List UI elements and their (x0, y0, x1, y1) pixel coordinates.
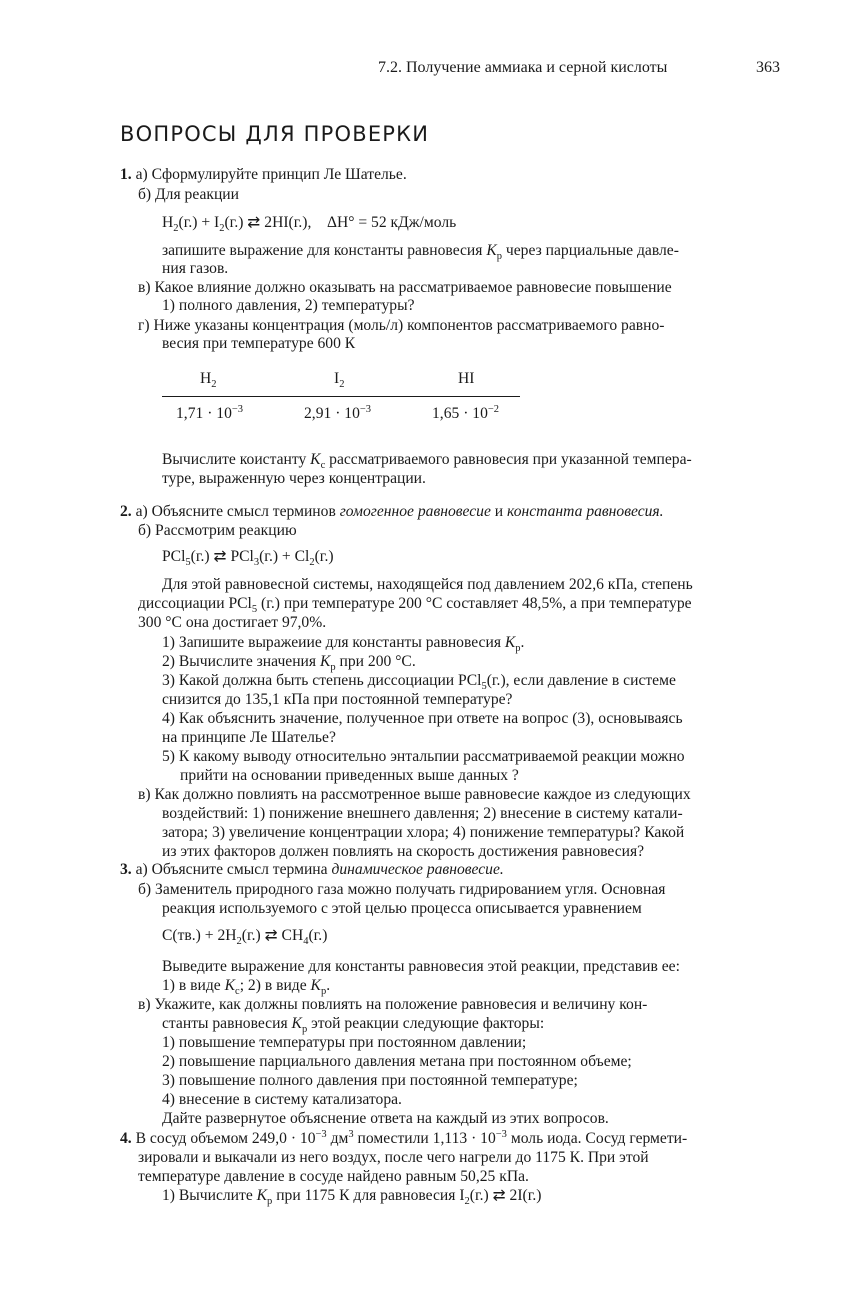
page-number: 363 (756, 59, 780, 76)
q2-p3: 300 °С она достигает 97,0%. (138, 614, 327, 631)
q1-b-cont1: запишите выражение для константы равновесия $K_p$ через парциальные давле- (162, 242, 679, 263)
q2-v2: воздействий: 1) понижение внешнего давлення; 2) внесение в систему катали- (162, 805, 683, 822)
q2-p1: Для этой равновесной системы, находящейся под давлением 202,6 кПа, степень (162, 576, 693, 593)
q3-f5: Дайте развернутое объяснение ответа на каждый из этих вопросов. (162, 1110, 609, 1127)
q2-s4a: 4) Как объяснить значение, полученное при ответе на вопрос (3), основываясь (162, 710, 683, 727)
q1-b (138, 185, 239, 204)
table-rule (162, 396, 520, 397)
q3-equation: $C(тв.) + 2H_2(г.)$ ⇄ $CH_4(г.)$ (162, 927, 328, 948)
q2-s3b: снизится до 135,1 кПа при постоянной температуре? (162, 691, 513, 708)
q2-v4: из этих факторов должен повлиять на скорость достижения равновесия? (162, 843, 645, 860)
q1-v2: 1) полного давления, 2) температуры? (162, 297, 415, 314)
text: Сформулируйте принцип Ле Шателье. (151, 166, 407, 183)
q4-l3: температуре давление в сосуде найдено равным 50,25 кПа. (138, 1168, 529, 1185)
q2-p2: диссоциации PCl$_5$ (г.) при температуре 200 °С составляет 48,5%, а при температуре (138, 595, 692, 616)
q2-a: 2. а) Объясните смысл терминов гомогенное равновесие и константа равновесия. (120, 503, 664, 520)
q2-s3a: 3) Какой должна быть степень диссоциации PCl$_5$(г.), если давление в системе (162, 672, 676, 693)
q2-s2: 2) Вычислите значения $K_p$ при 200 °С. (162, 653, 416, 674)
question-number: 1. (120, 166, 132, 183)
table-cell-h2: $1,71 \cdot 10^{-3}$ (176, 403, 244, 422)
table-cell-hi: $1,65 \cdot 10^{-2}$ (432, 403, 500, 422)
q3-b1: б) Заменитель природного газа можно получать гидрированием угля. Основная (138, 881, 666, 898)
q4-l4: 1) Вычислите $K_p$ при 1175 К для равновесия $I_2(г.)$ ⇄ 2I(г.) (162, 1187, 542, 1208)
q2-v1: в) Как должно повлиять на рассмотренное выше равновесие каждое из следующих (138, 786, 691, 803)
q1-v1: в) Какое влияние должно оказывать на рассматриваемое равновесие повышение (138, 279, 672, 296)
q1-calc1: Вычислите коистанту $K_c$ рассматриваемого равновесия при указанной темпера- (162, 451, 692, 472)
running-title: 7.2. Получение аммиака и серной кислоты (378, 59, 668, 76)
q3-f2: 2) повышение парциального давления метана при постоянном объеме; (162, 1053, 632, 1070)
q4-l2: зировали и выкачали из него воздух, после чего нагрели до 1175 К. При этой (138, 1149, 649, 1166)
q4-l1: 4. В сосуд объемом $249,0 \cdot 10^{-3}$ $дм^3$ поместили $1,113 \cdot 10^{-3}$ моль иода. Сосуд гермети- (120, 1128, 688, 1147)
item-mark: б) (138, 186, 152, 203)
table-header-i2: $I_2$ (334, 370, 345, 391)
q2-s1: 1) Запишите выражеиие для константы равновесия $K_p$. (162, 634, 525, 655)
q1-calc2: туре, выраженную через концентрации. (162, 470, 426, 487)
q3-f1: 1) повышение температуры при постоянном давлении; (162, 1034, 527, 1051)
q1-g2: весия при температуре 600 К (162, 335, 356, 352)
table-cell-i2: $2,91 \cdot 10^{-3}$ (304, 403, 372, 422)
q2-s5b: прийти на основании приведенных выше данных ? (180, 767, 519, 784)
q2-s5a: 5) К какому выводу относительно энтальпии рассматриваемой реакции можно (162, 748, 685, 765)
q3-c1: Выведите выражение для константы равновесия этой реакции, представив ее: (162, 958, 680, 975)
item-mark: а) (135, 166, 148, 183)
q3-a: 3. а) Объясните смысл термина динамическое равновесие. (120, 861, 504, 878)
q2-equation: PCl$_5$(г.) ⇄ $PCl_3(г.) + Cl_2(г.)$ (162, 548, 334, 569)
q2-v3: затора; 3) увеличение концентрации хлора; 4) понижение температуры? Какой (162, 824, 685, 841)
q3-c2: 1) в виде $K_c$; 2) в виде $K_p$. (162, 977, 331, 998)
section-title: ВОПРОСЫ ДЛЯ ПРОВЕРКИ (120, 122, 430, 146)
q3-v2: станты равновесия $K_p$ этой реакции следующие факторы: (162, 1015, 545, 1036)
q2-b: б) Рассмотрим реакцию (138, 522, 297, 539)
table-header-h2: $H_2$ (200, 370, 217, 391)
text: Для реакции (155, 186, 239, 203)
q2-s4b: на принципе Ле Шателье? (162, 729, 336, 746)
q3-f3: 3) повышение полного давления при постоянной температуре; (162, 1072, 578, 1089)
q3-b2: реакция используемого с этой целью процесса описывается уравнением (162, 900, 642, 917)
q1-a (120, 165, 407, 184)
table-header-hi: HI (458, 370, 475, 387)
q3-v1: в) Укажите, как должны повлиять на положение равновесия и величину кон- (138, 996, 648, 1013)
q1-equation: $H_2(г.) + I_2(г.)$ ⇄ 2HI(г.), ΔH° = 52 кДж/моль (162, 214, 457, 235)
q3-f4: 4) внесение в систему катализатора. (162, 1091, 402, 1108)
q1-b-cont2: ния газов. (162, 260, 229, 277)
q1-g1: г) Ниже указаны концентрация (моль/л) компонентов рассматриваемого равно- (138, 317, 665, 334)
